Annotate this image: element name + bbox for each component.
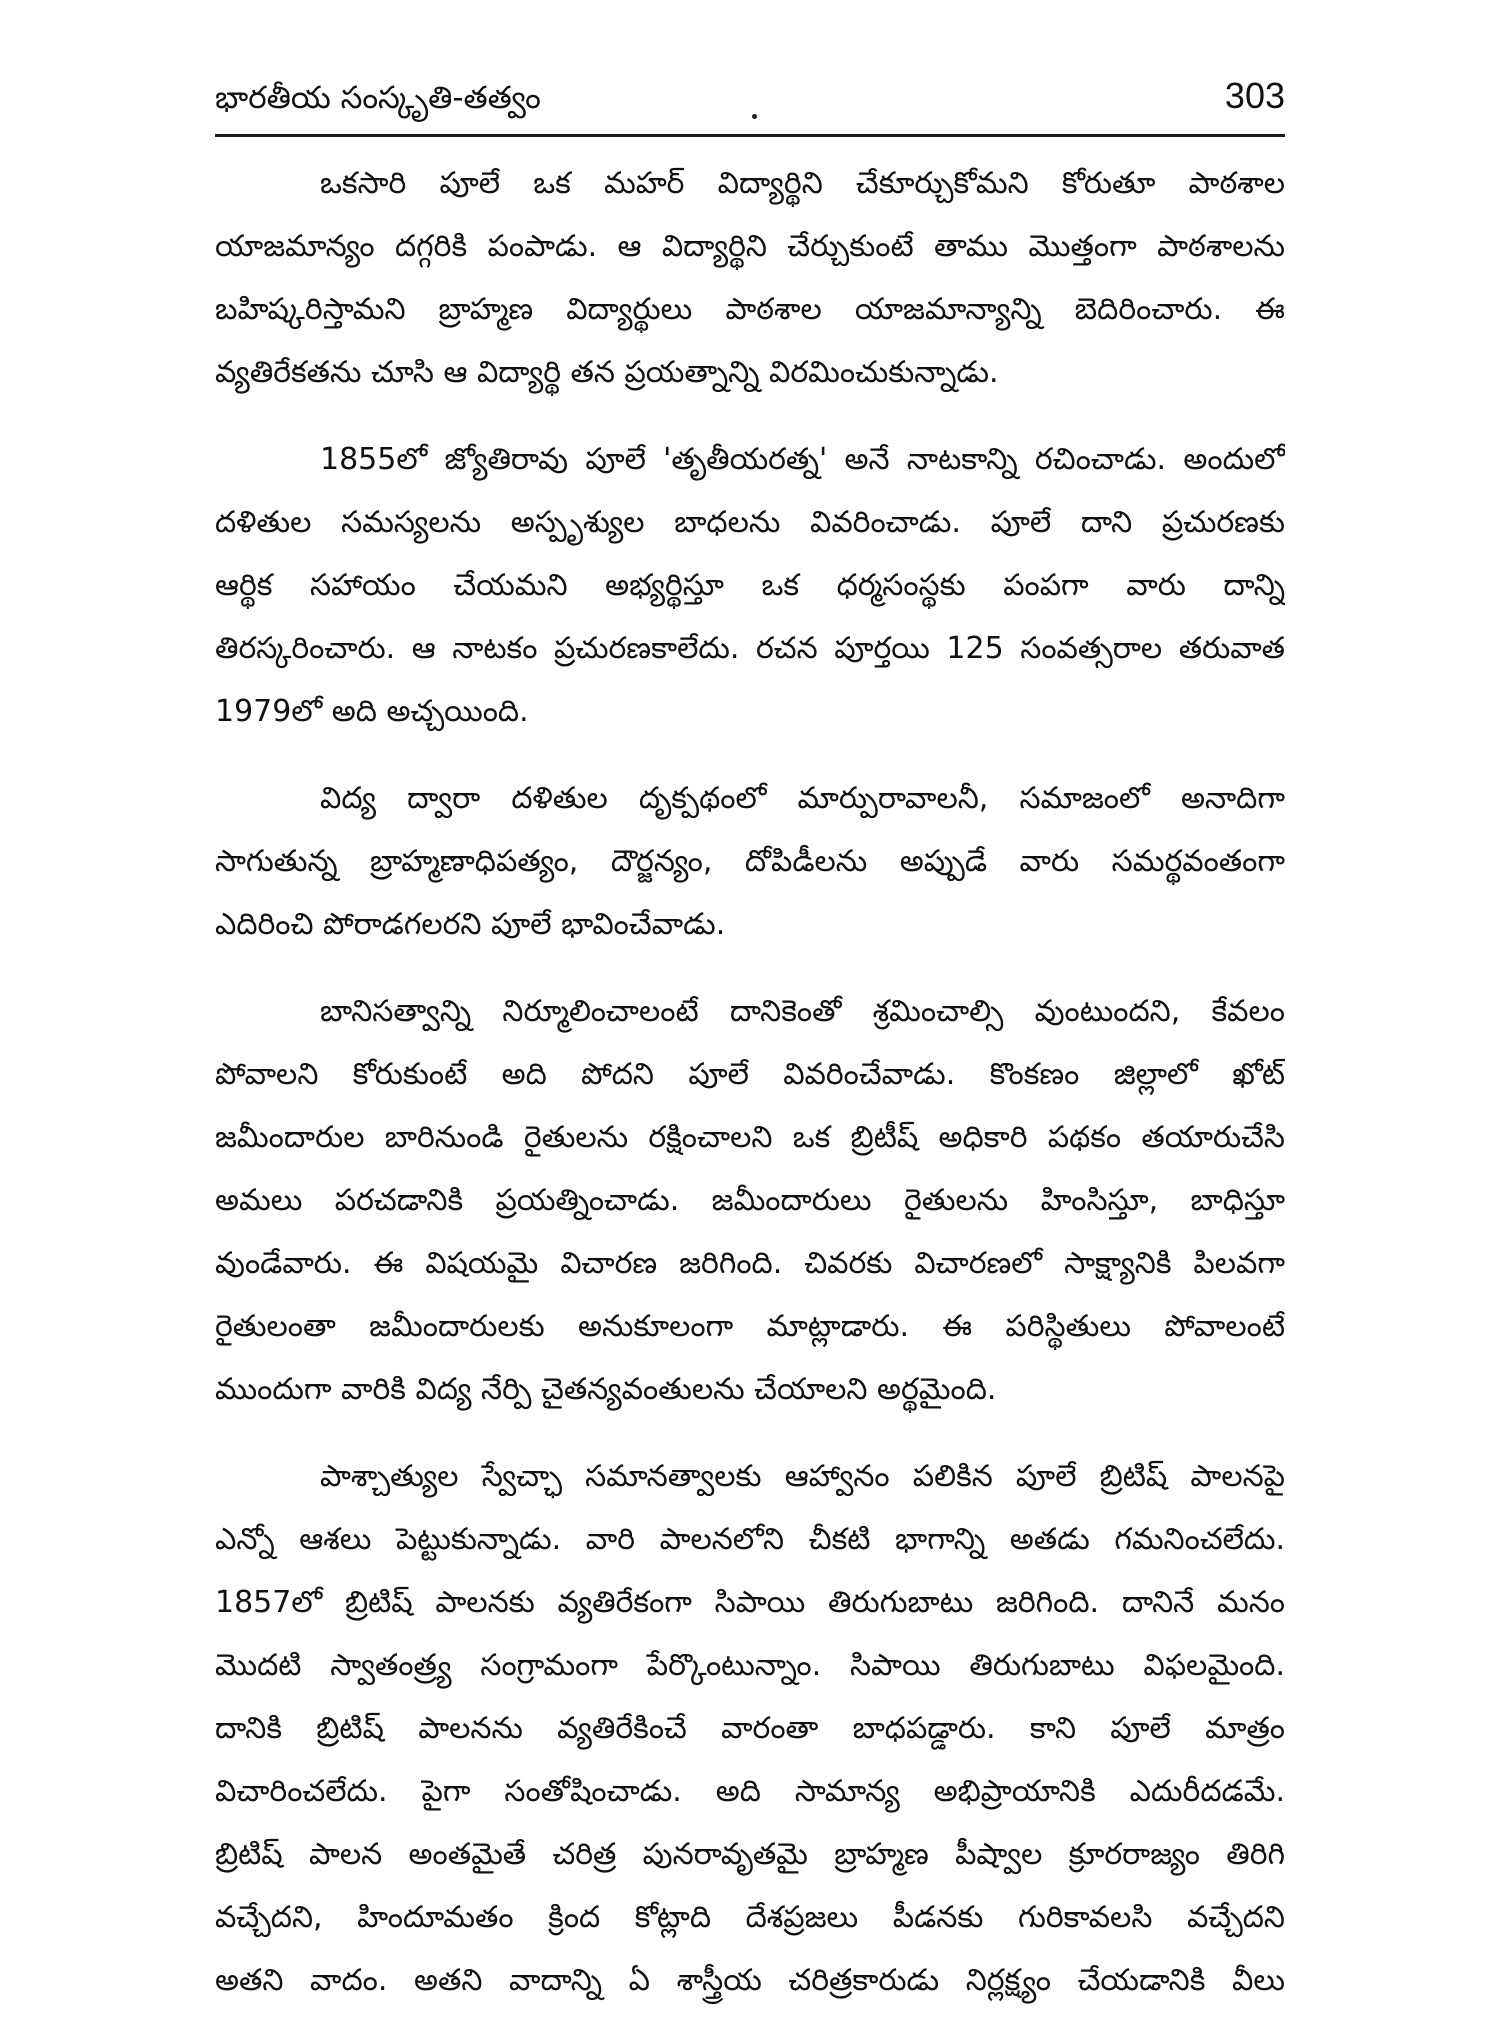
paragraph-line: విచారించలేదు. పైగా సంతోషించాడు. అది సామాన్య అభిప్రాయానికి ఎదురీదడమే. xyxy=(215,1774,1285,1809)
paragraph-line: ఆర్థిక సహాయం చేయమని అభ్యర్థిస్తూ ఒక ధర్మసంస్థకు పంపగా వారు దాన్ని xyxy=(215,568,1285,603)
paragraph-line: బ్రిటిష్ పాలన అంతమైతే చరిత్ర పునరావృతమై బ్రాహ్మణ పీష్వాల క్రూరరాజ్యం తిరిగి xyxy=(215,1837,1285,1872)
paragraph-line: 1857లో బ్రిటిష్ పాలనకు వ్యతిరేకంగా సిపాయి తిరుగుబాటు జరిగింది. దానినే మనం xyxy=(215,1585,1285,1620)
paragraph-line: అమలు పరచడానికి ప్రయత్నించాడు. జమీందారులు రైతులను హింసిస్తూ, బాధిస్తూ xyxy=(215,1183,1285,1218)
paragraph-line: అతని వాదం. అతని వాదాన్ని ఏ శాస్త్రీయ చరిత్రకారుడు నిర్లక్ష్యం చేయడానికి వీలు xyxy=(215,1963,1285,1998)
running-title: భారతీయ సంస్కృతి-తత్వం xyxy=(215,80,541,116)
body-text xyxy=(215,152,1285,2036)
paragraph-3 xyxy=(215,767,1285,956)
paragraph-line: తిరస్కరించారు. ఆ నాటకం ప్రచురణకాలేదు. రచన పూర్తయి 125 సంవత్సరాల తరువాత xyxy=(215,631,1285,666)
print-speck xyxy=(752,114,757,119)
paragraph-line: బానిసత్వాన్ని నిర్మూలించాలంటే దానికెంతో శ్రమించాల్సి వుంటుందని, కేవలం xyxy=(320,994,1285,1029)
paragraph-line: జమీందారుల బారినుండి రైతులను రక్షించాలని ఒక బ్రిటీష్ అధికారి పథకం తయారుచేసి xyxy=(215,1120,1285,1155)
paragraph-5 xyxy=(215,1445,1285,2012)
paragraph-line: మొదటి స్వాతంత్ర్య సంగ్రామంగా పేర్కొంటున్నాం. సిపాయి తిరుగుబాటు విఫలమైంది. xyxy=(215,1648,1285,1683)
paragraph-line: ముందుగా వారికి విద్య నేర్పి చైతన్యవంతులను చేయాలని అర్థమైంది. xyxy=(215,1372,997,1407)
paragraph-line: సాగుతున్న బ్రాహ్మణాధిపత్యం, దౌర్జన్యం, దోపిడీలను అప్పుడే వారు సమర్థవంతంగా xyxy=(215,844,1285,879)
paragraph-line: యాజమాన్యం దగ్గరికి పంపాడు. ఆ విద్యార్థిని చేర్చుకుంటే తాము మొత్తంగా పాఠశాలను xyxy=(215,229,1285,264)
paragraph-line: పాశ్చాత్యుల స్వేచ్ఛా సమానత్వాలకు ఆహ్వానం పలికిన పూలే బ్రిటిష్ పాలనపై xyxy=(320,1459,1285,1494)
header-rule xyxy=(215,134,1285,137)
paragraph-4 xyxy=(215,980,1285,1421)
paragraph-2 xyxy=(215,428,1285,743)
paragraph-line: దళితుల సమస్యలను అస్పృశ్యుల బాధలను వివరించాడు. పూలే దాని ప్రచురణకు xyxy=(215,505,1285,540)
paragraph-line: 1855లో జ్యోతిరావు పూలే 'తృతీయరత్న' అనే నాటకాన్ని రచించాడు. అందులో xyxy=(320,442,1285,477)
paragraph-line: బహిష్కరిస్తామని బ్రాహ్మణ విద్యార్థులు పాఠశాల యాజమాన్యాన్ని బెదిరించారు. ఈ xyxy=(215,292,1285,327)
paragraph-line: వ్యతిరేకతను చూసి ఆ విద్యార్థి తన ప్రయత్నాన్ని విరమించుకున్నాడు. xyxy=(215,355,999,390)
paragraph-line: ఎన్నో ఆశలు పెట్టుకున్నాడు. వారి పాలనలోని చీకటి భాగాన్ని అతడు గమనించలేదు. xyxy=(215,1522,1285,1557)
paragraph-line: విద్య ద్వారా దళితుల దృక్పథంలో మార్పురావాలనీ, సమాజంలో అనాదిగా xyxy=(320,781,1285,816)
paragraph-1 xyxy=(215,152,1285,404)
running-head xyxy=(215,70,1285,130)
paragraph-line: రైతులంతా జమీందారులకు అనుకూలంగా మాట్లాడారు. ఈ పరిస్థితులు పోవాలంటే xyxy=(215,1309,1285,1344)
paragraph-line: వచ్చేదని, హిందూమతం క్రింద కోట్లాది దేశప్రజలు పీడనకు గురికావలసి వచ్చేదని xyxy=(215,1900,1285,1935)
paragraph-line: ఒకసారి పూలే ఒక మహర్ విద్యార్థిని చేకూర్చుకోమని కోరుతూ పాఠశాల xyxy=(320,166,1285,201)
paragraph-line: 1979లో అది అచ్చయింది. xyxy=(215,694,529,729)
page-number: 303 xyxy=(1224,75,1285,116)
paragraph-line: దానికి బ్రిటిష్ పాలనను వ్యతిరేకించే వారంతా బాధపడ్డారు. కాని పూలే మాత్రం xyxy=(215,1711,1285,1746)
paragraph-line: పోవాలని కోరుకుంటే అది పోదని పూలే వివరించేవాడు. కొంకణం జిల్లాలో ఖోట్ xyxy=(215,1057,1285,1092)
paragraph-line: ఎదిరించి పోరాడగలరని పూలే భావించేవాడు. xyxy=(215,907,726,942)
paragraph-line: వుండేవారు. ఈ విషయమై విచారణ జరిగింది. చివరకు విచారణలో సాక్ష్యానికి పిలవగా xyxy=(215,1246,1285,1281)
